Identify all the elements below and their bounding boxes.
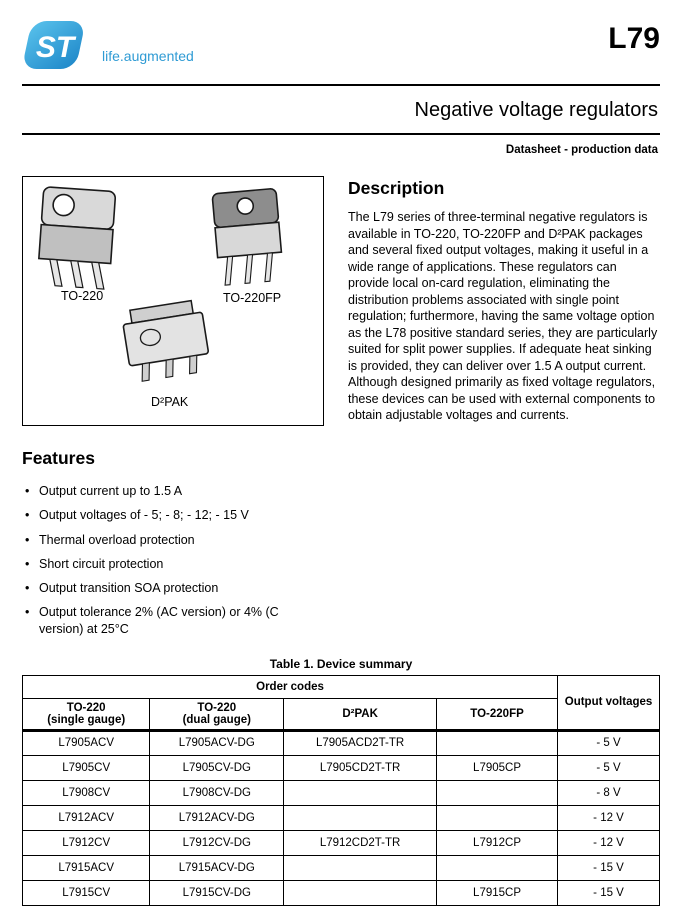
document-title: Negative voltage regulators — [414, 99, 658, 121]
features-list — [22, 483, 324, 637]
table-cell: L7912ACV — [23, 805, 150, 830]
table-cell — [284, 780, 437, 805]
package-label-to220: TO-220 — [61, 289, 104, 303]
svg-text:ST: ST — [35, 31, 75, 64]
table-row — [23, 755, 660, 780]
page-header — [22, 20, 660, 84]
table-cell: - 12 V — [558, 805, 660, 830]
description-section — [348, 176, 660, 645]
col-header-to220-single — [23, 698, 150, 730]
table-group-header-row — [23, 675, 660, 698]
table-cell: - 12 V — [558, 830, 660, 855]
col-header-line1: TO-220 — [197, 701, 237, 714]
feature-item: • Output tolerance 2% (AC version) or 4% (C version) at 25°C — [22, 604, 314, 637]
feature-item: • Thermal overload protection — [22, 532, 314, 548]
feature-item: • Output voltages of - 5; - 8; - 12; - 15 V — [22, 507, 314, 523]
col-header-line2: (single gauge) — [47, 713, 126, 726]
col-header-line1: TO-220FP — [470, 707, 524, 720]
col-header-line2: (dual gauge) — [182, 713, 251, 726]
output-voltages-header: Output voltages — [558, 675, 660, 730]
table-row — [23, 880, 660, 905]
table-cell: L7905ACV-DG — [150, 730, 284, 755]
description-text: The L79 series of three-terminal negative regulators is available in TO-220, TO-220FP and D²PAK packages and several fixed output voltages, making it useful in a wide range of applications. These regulators can provide local on-card regulation, eliminating the distribution problems associated with single point regulation; furthermore, having the same voltage option as the L78 positive standard series, they are particularly suited for split power supplies. If adequate heat sinking is provided, they can deliver over 1.5 A output current. Although designed primarily as fixed voltage regulators, these devices can be used with external components to obtain adjustable voltages and currents. — [348, 210, 658, 422]
left-column — [22, 176, 324, 645]
device-table-body — [23, 730, 660, 905]
main-columns — [22, 176, 660, 645]
d2pak-drawing — [121, 299, 211, 383]
col-header-d2pak — [284, 698, 437, 730]
table-cell: L7905CD2T-TR — [284, 755, 437, 780]
table-cell: L7912CD2T-TR — [284, 830, 437, 855]
table-row — [23, 805, 660, 830]
logo-tagline: life.augmented — [102, 48, 194, 64]
table-cell: - 5 V — [558, 730, 660, 755]
table-cell: L7912CV — [23, 830, 150, 855]
table-cell: L7915ACV-DG — [150, 855, 284, 880]
col-header-to220-dual — [150, 698, 284, 730]
table-row — [23, 730, 660, 755]
table-cell: - 15 V — [558, 880, 660, 905]
table-cell: L7908CV-DG — [150, 780, 284, 805]
st-logo — [22, 20, 94, 70]
package-figure — [22, 176, 324, 426]
table-cell: L7905ACD2T-TR — [284, 730, 437, 755]
to220-drawing — [37, 187, 116, 290]
table-cell: L7915CV — [23, 880, 150, 905]
table-cell: - 8 V — [558, 780, 660, 805]
col-header-line1: D²PAK — [342, 707, 378, 720]
to220fp-drawing — [212, 188, 284, 285]
st-logo-graphic — [22, 20, 94, 70]
table-cell — [284, 855, 437, 880]
table-row — [23, 830, 660, 855]
table-cell: L7912CP — [437, 830, 558, 855]
table-cell — [284, 880, 437, 905]
table-row — [23, 855, 660, 880]
package-label-d2pak: D²PAK — [151, 395, 189, 409]
table-cell: L7905ACV — [23, 730, 150, 755]
table-cell: L7912CV-DG — [150, 830, 284, 855]
feature-item: • Output transition SOA protection — [22, 580, 314, 596]
table-cell: L7912ACV-DG — [150, 805, 284, 830]
feature-item: • Short circuit protection — [22, 556, 314, 572]
table-cell — [437, 805, 558, 830]
document-subtitle: Datasheet - production data — [505, 144, 658, 156]
package-label-to220fp: TO-220FP — [223, 291, 282, 305]
col-header-line1: TO-220 — [66, 701, 106, 714]
table-cell: L7905CP — [437, 755, 558, 780]
table-cell: - 15 V — [558, 855, 660, 880]
order-codes-header: Order codes — [23, 675, 558, 698]
features-heading: Features — [22, 448, 95, 468]
table-cell: L7915ACV — [23, 855, 150, 880]
table-cell: L7905CV-DG — [150, 755, 284, 780]
feature-item: • Output current up to 1.5 A — [22, 483, 314, 499]
table-cell: L7905CV — [23, 755, 150, 780]
col-header-to220fp — [437, 698, 558, 730]
device-summary-table — [22, 675, 660, 906]
description-heading: Description — [348, 178, 445, 198]
table-cell — [437, 730, 558, 755]
table-cell — [437, 855, 558, 880]
table-cell: L7915CP — [437, 880, 558, 905]
table-cell: - 5 V — [558, 755, 660, 780]
table-row — [23, 780, 660, 805]
table-cell: L7908CV — [23, 780, 150, 805]
table-cell — [284, 805, 437, 830]
table-caption: Table 1. Device summary — [269, 656, 413, 671]
part-number: L79 — [608, 22, 660, 55]
table-cell — [437, 780, 558, 805]
table-cell: L7915CV-DG — [150, 880, 284, 905]
